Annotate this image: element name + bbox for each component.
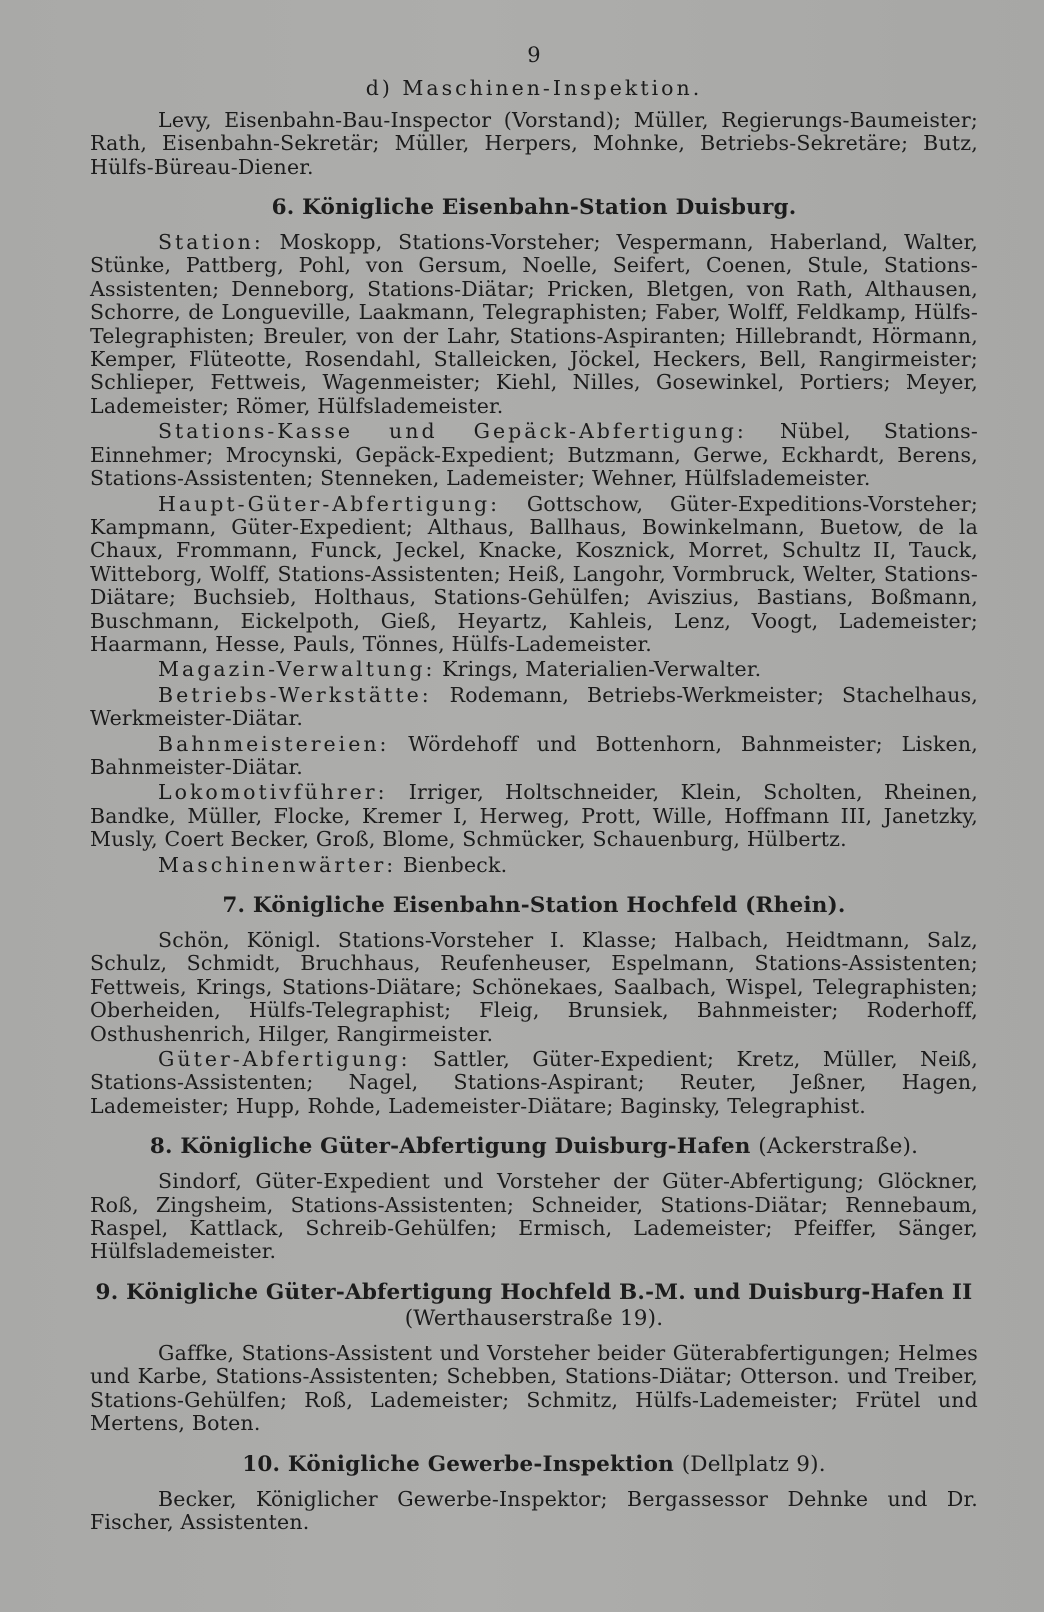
paragraph-maschinen-inspektion: Levy, Eisenbahn-Bau-Inspector (Vorstand); Müller, Regierungs-Baumeister; Rath, Eisenbahn-Sekretär; Müller, Herpers, Mohnke, Betriebs-Sekretäre; Butz, Hülfs-Büreau-Diener. <box>90 107 978 179</box>
s6-station-paragraph <box>90 231 978 418</box>
s6-bahnmeistereien-label: Bahnmeistereien: <box>158 731 390 756</box>
s8-title-suffix: (Ackerstraße). <box>758 1134 919 1160</box>
s6-werkstaette-text: Rodemann, Betriebs-Werkmeister; Stachelhaus, Werkmeister-Diätar. <box>90 682 979 731</box>
section-8-title <box>90 1134 978 1160</box>
s8-title-main: 8. Königliche Güter-Abfertigung Duisburg-Hafen <box>149 1134 751 1160</box>
s8-paragraph: Sindorf, Güter-Expedient und Vorsteher der Güter-Abfertigung; Glöckner, Roß, Zingsheim, Stations-Assistenten; Schneider, Stations-Diätar; Rennebaum, Raspel, Kattlack, Schreib-Gehülfen; Ermisch, Lademeister; Pfeiffer, Sänger, Hülfslademeister. <box>90 1169 978 1264</box>
s9-paragraph: Gaffke, Stations-Assistent und Vorsteher beider Güterabfertigungen; Helmes und Karbe, Stations-Assistenten; Schebben, Stations-Diätar; Otterson. und Treiber, Stations-Gehülfen; Roß, Lademeister; Schmitz, Hülfs-Lademeister; Frütel und Mertens, Boten. <box>90 1340 978 1436</box>
s6-werkstaette-label: Betriebs-Werkstätte: <box>158 682 432 707</box>
s6-kasse-paragraph <box>90 420 978 490</box>
s6-bahnmeistereien-paragraph <box>90 733 978 780</box>
s6-maschinenwaerter-paragraph <box>90 854 978 877</box>
s6-werkstaette-paragraph <box>90 684 978 731</box>
s6-bahnmeistereien-text: Wördehoff und Bottenhorn, Bahnmeister; Lisken, Bahnmeister-Diätar. <box>90 731 979 779</box>
s6-magazin-label: Magazin-Verwaltung: <box>158 657 436 682</box>
s7-gueter-text: Sattler, Güter-Expedient; Kretz, Müller, Neiß, Stations-Assistenten; Nagel, Stations-Aspirant; Reuter, Jeßner, Hagen, Lademeister; Hupp, Rohde, Lademeister-Diätare; Baginsky, Telegraphist. <box>90 1047 978 1118</box>
s7-paragraph-1: Schön, Königl. Stations-Vorsteher I. Klasse; Halbach, Heidtmann, Salz, Schulz, Schmidt, Bruchhaus, Reufenheuser, Espelmann, Stations-Assistenten; Fettweis, Krings, Stations-Diätare; Schönekaes, Saalbach, Wispel, Telegraphisten; Oberheiden, Hülfs-Telegraphist; Fleig, Brunsiek, Bahnmeister; Roderhoff, Osthushenrich, Hilger, Rangirmeister. <box>90 928 978 1046</box>
s6-lokomotivfuehrer-text: Irriger, Holtschneider, Klein, Scholten, Rheinen, Bandke, Müller, Flocke, Kremer I, Herweg, Prott, Wille, Hoffmann III, Janetzky, Musly, Coert Becker, Groß, Blome, Schmücker, Schauenburg, Hülbertz. <box>90 780 979 852</box>
s6-maschinenwaerter-label: Maschinenwärter: <box>158 852 397 877</box>
s6-station-label: Station: <box>158 230 264 255</box>
s6-gueter-paragraph <box>90 493 978 657</box>
subsection-heading: d) Maschinen-Inspektion. <box>365 76 703 101</box>
section-6-title: 6. Königliche Eisenbahn-Station Duisburg. <box>271 195 797 221</box>
s10-title-main: 10. Königliche Gewerbe-Inspektion <box>242 1451 674 1477</box>
s7-gueter-label: Güter-Abfertigung: <box>158 1047 411 1072</box>
section-9-title <box>90 1280 978 1332</box>
s10-paragraph: Becker, Königlicher Gewerbe-Inspektor; Bergassessor Dehnke und Dr. Fischer, Assistenten. <box>90 1486 978 1534</box>
s6-gueter-text: Gottschow, Güter-Expeditions-Vorsteher; Kampmann, Güter-Expedient; Althaus, Ballhaus, Bowinkelmann, Buetow, de la Chaux, Frommann, Funck, Jeckel, Knacke, Kosznick, Morret, Schultz II, Tauck, Witteborg, Wolff, Stations-Assistenten; Heiß, Langohr, Vormbruck, Welter, Stations-Diätare; Buchsieb, Holthaus, Stations-Gehülfen; Aviszius, Bastians, Boßmann, Buschmann, Eickelpoth, Gieß, Heyartz, Kahleis, Lenz, Voogt, Lademeister; Haarmann, Hesse, Pauls, Tönnes, Hülfs-Lademeister. <box>90 491 978 656</box>
s6-lokomotivfuehrer-label: Lokomotivführer: <box>158 780 388 805</box>
s6-maschinenwaerter-text: Bienbeck. <box>402 852 508 877</box>
section-7-title: 7. Königliche Eisenbahn-Station Hochfeld (Rhein). <box>222 893 846 918</box>
s6-station-text: Moskopp, Stations-Vorsteher; Vespermann, Haberland, Walter, Stünke, Pattberg, Pohl, von Gersum, Noelle, Seifert, Coenen, Stule, Stations-Assistenten; Denneborg, Stations-Diätar; Pricken, Bletgen, von Rath, Althausen, Schorre, de Longueville, Laakmann, Telegraphisten; Faber, Wolff, Feldkamp, Hülfs-Telegraphisten; Breuler, von der Lahr, Stations-Aspiranten; Hillebrandt, Hörmann, Kemper, Flüteotte, Rosendahl, Stalleicken, Jöckel, Heckers, Bell, Rangirmeister; Schlieper, Fettweis, Wagenmeister; Kiehl, Nilles, Gosewinkel, Portiers; Meyer, Lademeister; Römer, Hülfslademeister. <box>90 230 978 418</box>
s6-kasse-label: Stations-Kasse und Gepäck-Abfertigung: <box>158 419 747 444</box>
section-10-title <box>90 1452 978 1478</box>
s7-paragraph-2 <box>90 1048 978 1118</box>
s6-lokomotivfuehrer-paragraph <box>90 781 978 851</box>
s6-kasse-text: Nübel, Stations-Einnehmer; Mrocynski, Gepäck-Expedient; Butzmann, Gerwe, Eckhardt, Berens, Stations-Assistenten; Stenneken, Lademeister; Wehner, Hülfslademeister. <box>90 419 979 491</box>
page-number: 9 <box>527 43 541 67</box>
s9-title-main: 9. Königliche Güter-Abfertigung Hochfeld B.-M. und Duisburg-Hafen II <box>95 1279 973 1305</box>
s10-title-suffix: (Dellplatz 9). <box>681 1451 826 1477</box>
s9-title-suffix: (Werthauserstraße 19). <box>404 1305 664 1331</box>
text-column <box>90 44 978 1536</box>
s6-gueter-label: Haupt-Güter-Abfertigung: <box>158 491 501 516</box>
s6-magazin-text: Krings, Materialien-Verwalter. <box>442 657 762 682</box>
s6-magazin-paragraph <box>90 658 978 681</box>
